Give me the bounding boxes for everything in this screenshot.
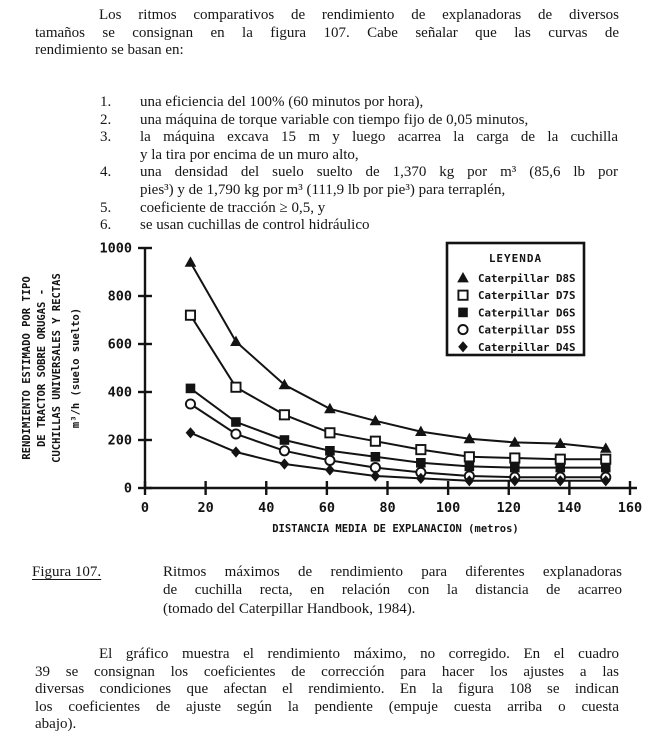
legend-label: Caterpillar D8S <box>478 272 576 285</box>
marker-square-open <box>465 452 474 461</box>
text-line: los coeficientes de ajuste según la pendiente (empuje cuesta arriba o cuesta <box>35 698 619 715</box>
text-line: 39 se consignan los coeficientes de corrección para hacer los ajustes a las <box>35 663 619 680</box>
y-tick-label: 400 <box>107 384 132 401</box>
figure-107 <box>0 235 650 537</box>
list-item-number: 1. <box>100 94 112 110</box>
text-line: la máquina excava 15 m y luego acarrea la carga de la cuchilla <box>140 129 618 146</box>
legend-label: Caterpillar D7S <box>478 289 576 303</box>
marker-square-filled <box>416 458 426 468</box>
list-item-text <box>140 217 618 235</box>
legend-label: Caterpillar D6S <box>478 306 576 320</box>
marker-diamond-filled <box>325 464 335 475</box>
y-axis-title-line: m³/h (suelo suelto) <box>70 307 82 429</box>
marker-square-open <box>280 410 289 419</box>
figure-label: Figura 107. <box>32 564 102 580</box>
text-line: (tomado del Caterpillar Handbook, 1984). <box>163 600 416 617</box>
closing-paragraph <box>35 646 619 734</box>
marker-square-open <box>371 437 380 446</box>
text-line: una densidad del suelo suelto de 1,370 kg por m³ (85,6 lb por <box>140 164 618 181</box>
marker-circle-open <box>186 399 195 408</box>
marker-diamond-filled <box>231 446 241 457</box>
marker-square-filled <box>231 417 241 427</box>
y-tick-label: 1000 <box>99 240 132 257</box>
list-item-text <box>140 94 618 112</box>
marker-diamond-filled <box>186 427 196 438</box>
intro-paragraph <box>35 7 619 60</box>
marker-square-filled <box>371 452 381 462</box>
text-line: El gráfico muestra el rendimiento máximo, no corregido. En el cuadro <box>99 646 619 662</box>
x-tick-label: 100 <box>435 500 461 516</box>
y-axis-title-line: CUCHILLAS UNIVERSALES Y RECTAS <box>51 273 63 463</box>
x-tick-label: 140 <box>557 500 582 516</box>
list-item <box>100 112 618 130</box>
marker-square-open <box>416 445 425 454</box>
list-item <box>100 129 618 164</box>
list-item <box>100 94 618 112</box>
marker-square-filled <box>510 463 520 473</box>
marker-triangle-filled <box>324 403 336 413</box>
marker-diamond-filled <box>280 458 290 469</box>
marker-circle-open <box>280 446 289 455</box>
x-tick-label: 0 <box>140 500 150 516</box>
text-line: Los ritmos comparativos de rendimiento de explanadoras de diversos <box>99 7 619 23</box>
marker-diamond-filled <box>371 470 381 481</box>
list-item-number: 2. <box>100 111 112 128</box>
figure-caption <box>163 563 622 618</box>
text-line: una eficiencia del 100% (60 minutos por hora), <box>140 94 424 110</box>
text-line: tamaños se consignan en la figura 107. Cabe señalar que las curvas de <box>35 24 619 41</box>
marker-circle-open <box>325 456 334 465</box>
marker-square-filled <box>186 384 196 394</box>
x-tick-label: 120 <box>496 500 521 516</box>
legend-title: LEYENDA <box>488 252 543 265</box>
list-item <box>100 164 618 199</box>
x-tick-label: 20 <box>197 500 214 516</box>
marker-square-open <box>325 428 334 437</box>
list-item-text <box>140 164 618 199</box>
y-axis-title-line: DE TRACTOR SOBRE ORUGAS - <box>36 288 48 448</box>
marker-square-filled <box>601 463 611 473</box>
x-tick-label: 40 <box>258 500 275 516</box>
assumptions-list <box>100 94 618 235</box>
marker-square-open <box>556 455 565 464</box>
performance-chart <box>0 235 650 537</box>
marker-square-filled <box>465 462 475 472</box>
marker-square-open <box>186 311 195 320</box>
x-tick-label: 80 <box>379 500 396 516</box>
chart-legend <box>447 243 584 355</box>
y-tick-label: 600 <box>107 336 132 353</box>
marker-circle-open <box>231 429 240 438</box>
marker-square-filled <box>325 446 335 456</box>
text-line: y la tira por encima de un muro alto, <box>140 146 359 163</box>
marker-square-filled <box>458 308 468 318</box>
marker-square-filled <box>555 463 565 473</box>
list-item-number: 4. <box>100 164 112 181</box>
list-item-number: 3. <box>100 129 112 146</box>
legend-label: Caterpillar D4S <box>478 340 576 354</box>
text-line: diversas condiciones que afectan el rendimiento. En la figura 108 se indican <box>35 681 619 698</box>
text-line: abajo). <box>35 716 77 733</box>
text-line: Ritmos máximos de rendimiento para diferentes explanadoras <box>163 564 622 580</box>
text-line: coeficiente de tracción ≥ 0,5, y <box>140 199 326 216</box>
list-item <box>100 217 618 235</box>
marker-circle-open <box>458 325 467 334</box>
text-line: pies³) y de 1,790 kg por m³ (111,9 lb por pie³) para terraplén, <box>140 181 506 198</box>
marker-square-open <box>601 455 610 464</box>
x-axis-title: DISTANCIA MEDIA DE EXPLANACION (metros) <box>272 523 519 535</box>
list-item-number: 6. <box>100 217 112 234</box>
legend-label: Caterpillar D5S <box>478 323 576 337</box>
list-item-text <box>140 112 618 130</box>
y-axis-title-line: RENDIMIENTO ESTIMADO POR TIPO <box>21 276 33 460</box>
x-tick-label: 60 <box>318 500 336 516</box>
list-item-text <box>140 129 618 164</box>
text-line: de cuchilla recta, en relación con la distancia de acarreo <box>163 582 622 599</box>
y-tick-label: 200 <box>107 432 132 449</box>
y-tick-label: 800 <box>107 288 132 305</box>
marker-square-filled <box>280 435 290 445</box>
series-line <box>190 404 605 477</box>
list-item <box>100 200 618 218</box>
text-line: rendimiento se basan en: <box>35 42 184 59</box>
y-tick-label: 0 <box>123 480 132 497</box>
text-line: se usan cuchillas de control hidráulico <box>140 217 370 234</box>
x-tick-label: 160 <box>617 500 643 516</box>
marker-square-open <box>231 383 240 392</box>
marker-triangle-filled <box>185 256 197 266</box>
marker-triangle-filled <box>230 336 242 346</box>
list-item-number: 5. <box>100 199 112 216</box>
figure-caption-row <box>32 563 622 618</box>
list-item-text <box>140 200 618 218</box>
marker-square-open <box>458 291 467 300</box>
marker-square-open <box>510 453 519 462</box>
text-line: una máquina de torque variable con tiempo fijo de 0,05 minutos, <box>140 111 529 128</box>
